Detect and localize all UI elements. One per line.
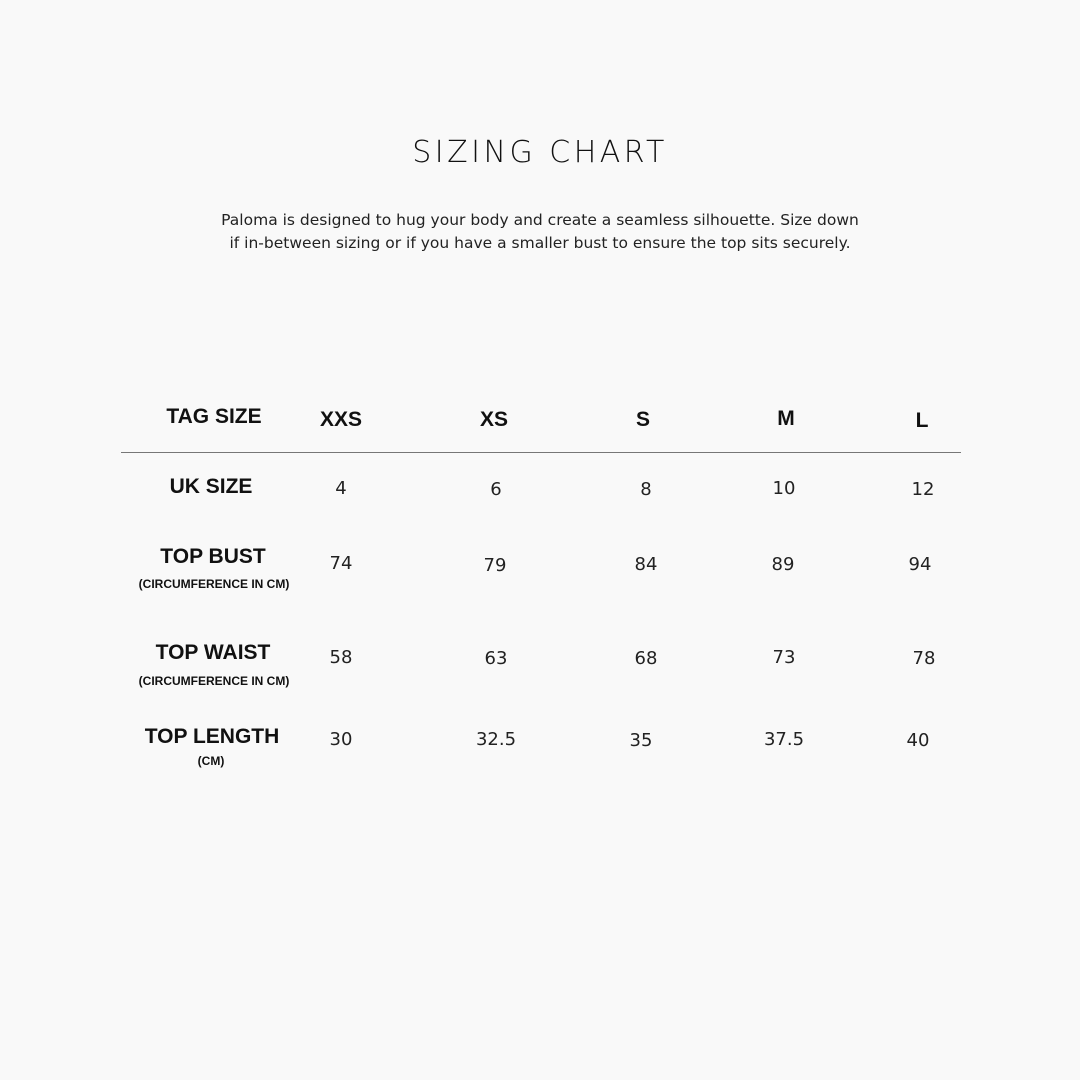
header-divider xyxy=(121,452,961,453)
intro-line-2: if in-between sizing or if you have a smaller bust to ensure the top sits securely. xyxy=(229,234,851,252)
size-header-xs: XS xyxy=(479,408,509,431)
value-cell: 58 xyxy=(329,647,353,668)
value-cell: 74 xyxy=(329,553,353,574)
intro-line-1: Paloma is designed to hug your body and create a seamless silhouette. Size down xyxy=(221,211,859,229)
value-cell: 35 xyxy=(629,730,653,751)
value-cell: 37.5 xyxy=(763,729,805,750)
value-cell: 30 xyxy=(329,729,353,750)
size-header-s: S xyxy=(635,408,651,431)
value-cell: 63 xyxy=(484,648,508,669)
tag-size-header: TAG SIZE xyxy=(166,405,262,428)
value-cell: 10 xyxy=(772,478,796,499)
value-cell: 94 xyxy=(908,554,932,575)
row-label-top-length: TOP LENGTH xyxy=(144,725,280,748)
row-sublabel-top-bust: (CIRCUMFERENCE IN CM) xyxy=(138,577,290,591)
value-cell: 12 xyxy=(911,479,935,500)
row-sublabel-top-length: (CM) xyxy=(197,754,225,768)
size-header-l: L xyxy=(915,409,929,432)
row-label-top-waist: TOP WAIST xyxy=(155,641,271,664)
row-sublabel-top-waist: (CIRCUMFERENCE IN CM) xyxy=(138,674,290,688)
value-cell: 6 xyxy=(490,479,502,500)
value-cell: 68 xyxy=(634,648,658,669)
row-label-uk-size: UK SIZE xyxy=(169,475,253,498)
value-cell: 32.5 xyxy=(475,729,517,750)
value-cell: 4 xyxy=(335,478,347,499)
value-cell: 73 xyxy=(772,647,796,668)
value-cell: 79 xyxy=(483,555,507,576)
intro-text xyxy=(190,209,890,255)
row-label-top-bust: TOP BUST xyxy=(160,545,266,568)
value-cell: 89 xyxy=(771,554,795,575)
size-header-m: M xyxy=(777,407,795,430)
value-cell: 84 xyxy=(634,554,658,575)
value-cell: 78 xyxy=(912,648,936,669)
value-cell: 8 xyxy=(640,479,652,500)
page-title: SIZING CHART xyxy=(412,135,668,170)
value-cell: 40 xyxy=(906,730,930,751)
size-header-xxs: XXS xyxy=(319,408,363,431)
